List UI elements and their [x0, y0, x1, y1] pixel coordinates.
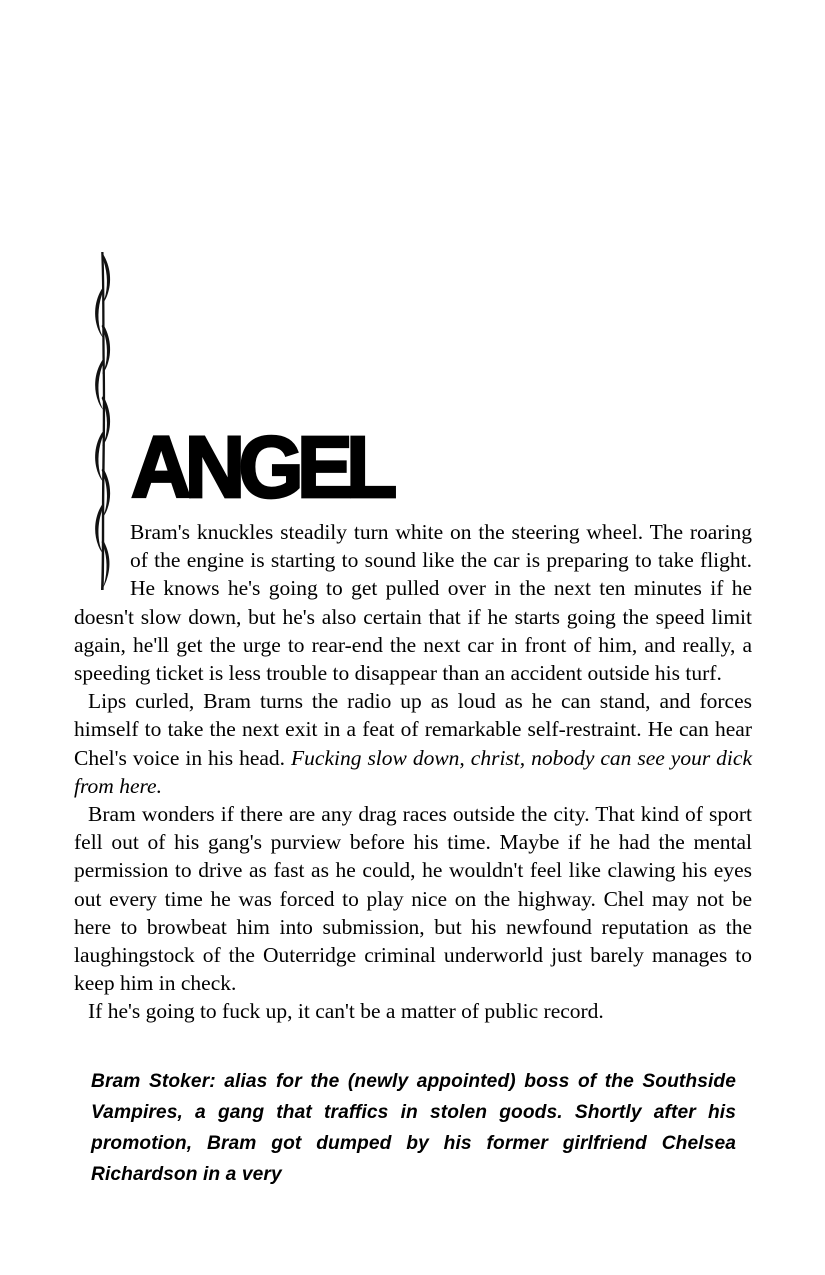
paragraph-1-text: Bram's knuckles steadily turn white on the steering wheel. The roaring of the engine is starting to sound like the car is preparing to take flight. He knows he's going to get pulled over in the next ten minutes if he doesn't slow down, but he's also certain that if he starts going the speed limit again, he'll get the urge to rear-end the next car in front of him, and really, a speeding ticket is less trouble to disappear than an accident outside his turf. [74, 520, 752, 686]
paragraph-2-lead: Lips curled, Bram turns the radio up as loud as he can stand, and forces himself to take the next exit in a feat of remarkable self-restraint. He can hear Chel's voice in his head. [74, 689, 752, 770]
paragraph-3: Bram wonders if there are any drag races outside the city. That kind of sport fell out of his gang's purview before his time. Maybe if he had the mental permission to drive as fast as he could, he wouldn't feel like clawing his eyes out every time he was forced to play nice on the highway. Chel may not be here to browbeat him into submission, but his newfound reputation as the laughingstock of the Outerridge criminal underworld just barely manages to keep him in check. [74, 802, 752, 996]
body-text [74, 518, 752, 1026]
footnote-text: Bram Stoker: alias for the (newly appointed) boss of the Southside Vampires, a gang that traffics in stolen goods. Shortly after his promotion, Bram got dumped by his former girlfriend Chelsea Richardson in a very [91, 1071, 736, 1185]
ornament-text-wrap-spacer [74, 518, 130, 602]
footnote-annotation [91, 1066, 736, 1190]
paragraph-2 [74, 687, 752, 800]
inner-monologue-italic: Fucking slow down, christ, nobody can see your dick from here. [74, 745, 752, 798]
paragraph-1 [74, 518, 752, 687]
paragraph-4: If he's going to fuck up, it can't be a matter of public record. [88, 999, 604, 1024]
chapter-title: ANGEL [131, 419, 391, 517]
